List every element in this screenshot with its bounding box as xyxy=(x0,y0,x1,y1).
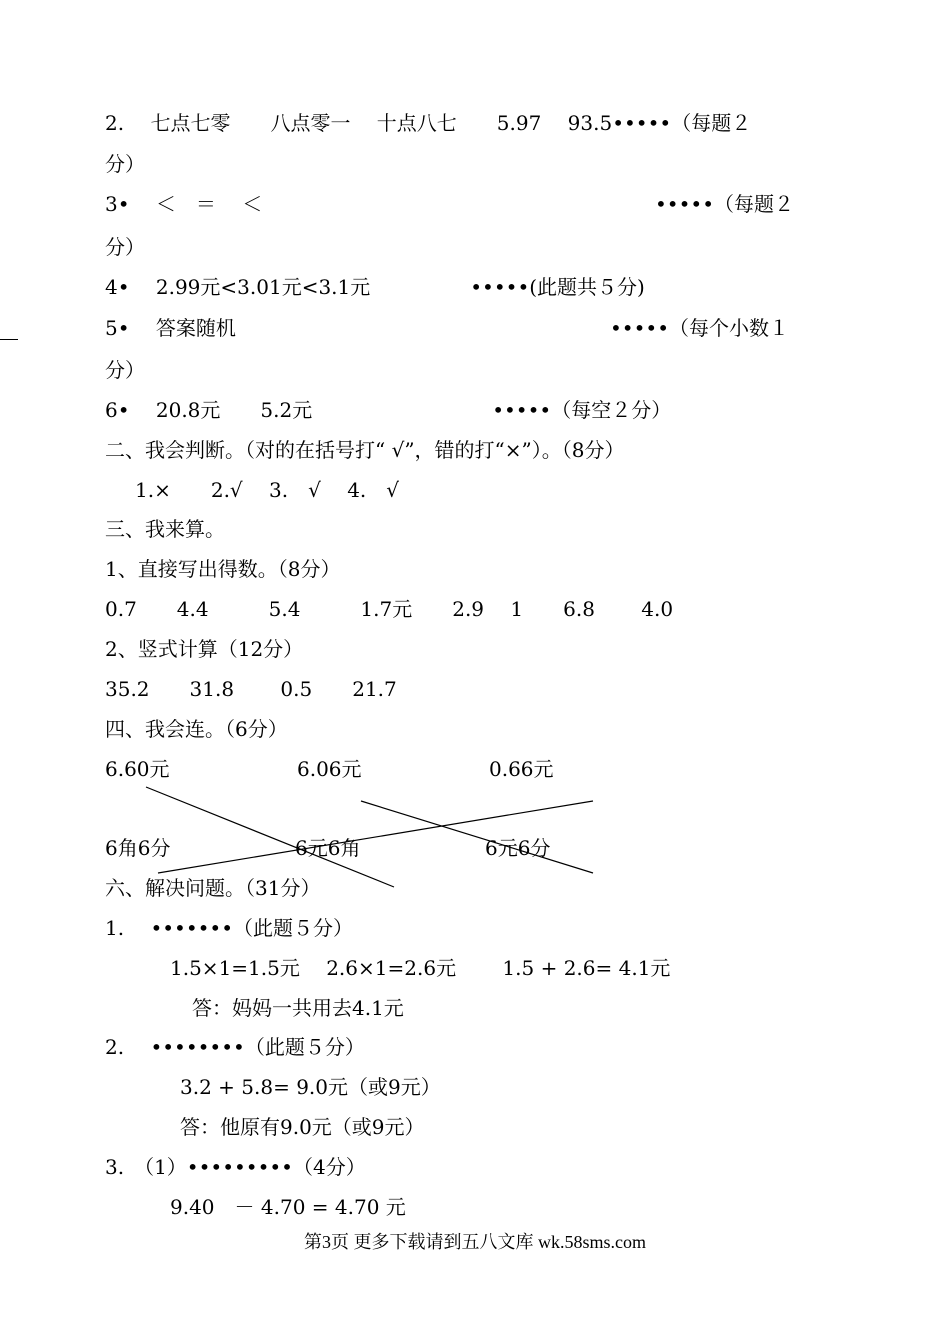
answer-line-5: 5• 答案随机 xyxy=(105,316,236,340)
answer-line-2-cont: 分） xyxy=(105,152,145,176)
match-top-item: 6.60元 xyxy=(105,757,170,781)
problem-2-heading: 2. ••••••••（此题５分） xyxy=(105,1035,365,1059)
match-top-item: 6.06元 xyxy=(297,757,362,781)
section-3-q1-answers: 0.7 4.4 5.4 1.7元 2.9 1 6.8 4.0 xyxy=(105,597,674,621)
match-bottom-item: 6角6分 xyxy=(105,836,171,860)
section-3-q2-answers: 35.2 31.8 0.5 21.7 xyxy=(105,677,397,701)
match-line xyxy=(361,801,593,873)
answer-line-3-cont: 分） xyxy=(105,235,145,259)
answer-line-5-score: •••••（每个小数１ xyxy=(610,316,789,340)
problem-1-heading: 1. •••••••（此题５分） xyxy=(105,916,354,940)
match-top-item: 0.66元 xyxy=(489,757,554,781)
match-bottom-item: 6元6分 xyxy=(485,836,551,860)
answer-line-3-score: •••••（每题２ xyxy=(655,192,794,216)
problem-1-calculation: 1.5×1=1.5元 2.6×1=2.6元 1.5 + 2.6= 4.1元 xyxy=(170,956,671,980)
answer-line-6: 6• 20.8元 5.2元 •••••（每空２分） xyxy=(105,398,672,422)
problem-1-answer: 答：妈妈一共用去4.1元 xyxy=(192,996,404,1020)
match-bottom-item: 6元6角 xyxy=(295,836,361,860)
section-3-q1-title: 1、直接写出得数。（8分） xyxy=(105,557,341,581)
section-6-title: 六、解决问题。（31分） xyxy=(105,876,321,900)
problem-3-heading: 3. （1）•••••••••（4分） xyxy=(105,1155,366,1179)
section-3-q2-title: 2、竖式计算（12分） xyxy=(105,637,304,661)
answer-line-4: 4• 2.99元<3.01元<3.1元 •••••(此题共５分) xyxy=(105,275,645,299)
section-3-title: 三、我来算。 xyxy=(105,517,225,541)
answer-line-5-cont: 分） xyxy=(105,358,145,382)
section-2-title: 二、我会判断。（对的在括号打“ √”，错的打“×”）。（8分） xyxy=(105,438,625,462)
section-2-answers: 1.× 2.√ 3. √ 4. √ xyxy=(135,478,400,502)
problem-3-calculation: 9.40 － 4.70 = 4.70 元 xyxy=(170,1195,406,1219)
problem-2-answer: 答：他原有9.0元（或9元） xyxy=(180,1115,425,1139)
problem-2-calculation: 3.2 + 5.8= 9.0元（或9元） xyxy=(180,1075,441,1099)
answer-line-2: 2. 七点七零 八点零一 十点八七 5.97 93.5•••••（每题２ xyxy=(105,111,752,135)
section-4-title: 四、我会连。（6分） xyxy=(105,717,288,741)
answer-line-3: 3• ＜ ＝ ＜ xyxy=(105,192,263,216)
page-footer: 第3页 更多下载请到五八文库 wk.58sms.com xyxy=(304,1232,646,1252)
